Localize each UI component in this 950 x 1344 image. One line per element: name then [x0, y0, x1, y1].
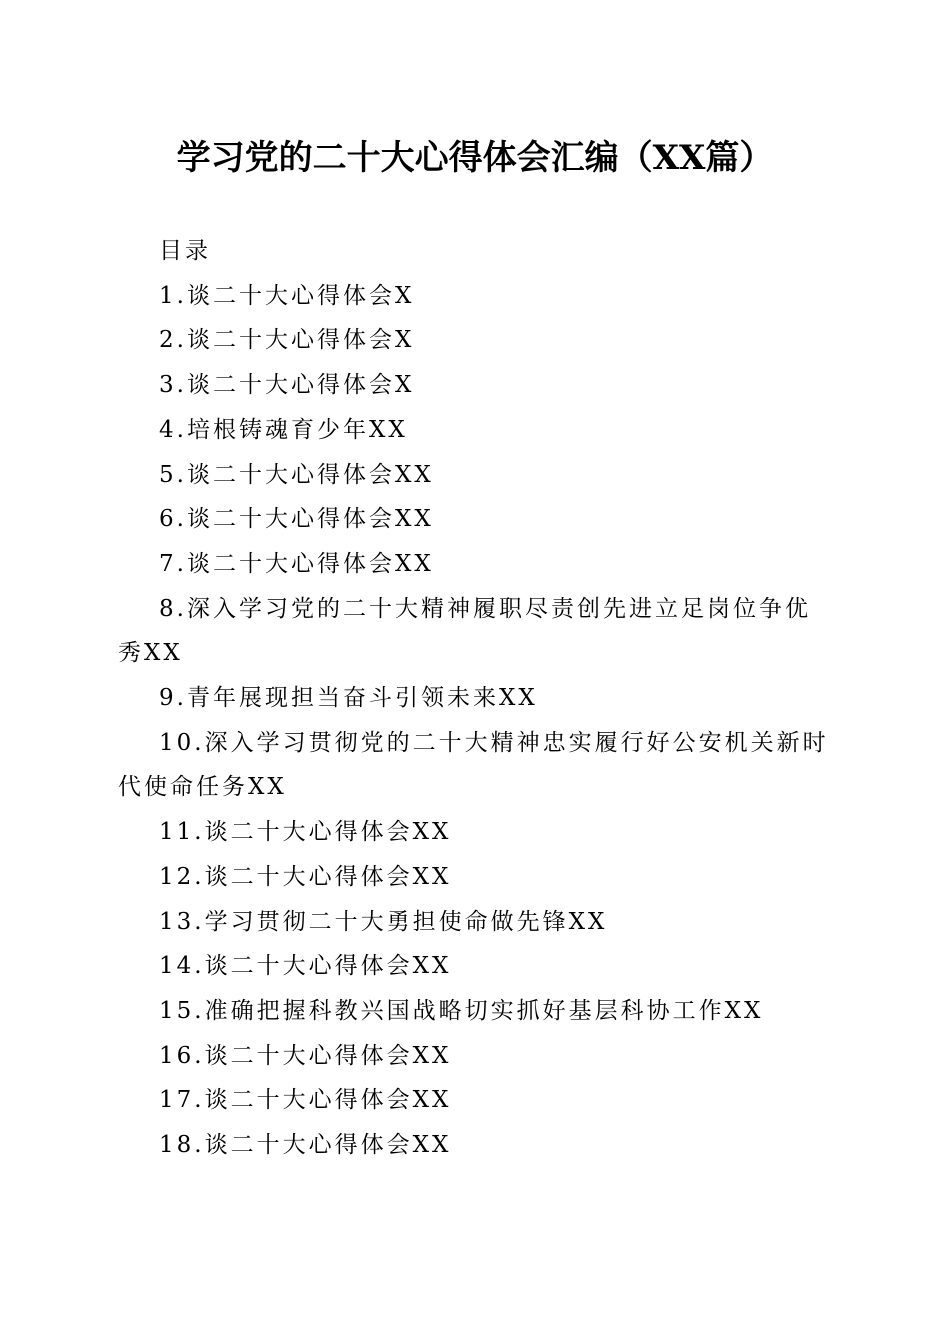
toc-item-text: 谈二十大心得体会XX	[204, 1087, 452, 1114]
toc-item-number: 1.	[159, 282, 187, 309]
toc-item	[118, 989, 830, 1034]
toc-item-number: 12.	[159, 863, 205, 890]
toc-item-number: 6.	[159, 506, 187, 533]
toc-item	[118, 1123, 830, 1168]
toc-item-text: 谈二十大心得体会XX	[186, 506, 434, 533]
toc-item	[118, 408, 830, 453]
toc-item	[118, 497, 830, 542]
toc-item	[118, 1078, 830, 1123]
toc-item-number: 17.	[159, 1087, 205, 1114]
toc-item-number: 13.	[159, 908, 205, 935]
toc-item	[118, 676, 830, 721]
toc-item-text: 谈二十大心得体会XX	[186, 550, 434, 577]
document-title: 学习党的二十大心得体会汇编（XX篇）	[176, 138, 774, 178]
toc-item-number: 9.	[159, 685, 187, 712]
toc-item-text: 准确把握科教兴国战略切实抓好基层科协工作XX	[204, 997, 764, 1024]
toc-item-text: 深入学习贯彻党的二十大精神忠实履行好公安机关新时代使命任务XX	[118, 729, 829, 801]
toc-item-text: 培根铸魂育少年XX	[186, 416, 408, 443]
toc-item-text: 青年展现担当奋斗引领未来XX	[186, 685, 538, 712]
table-of-contents	[118, 229, 830, 1168]
toc-item-text: 谈二十大心得体会XX	[186, 461, 434, 488]
toc-item-text: 谈二十大心得体会X	[186, 372, 415, 399]
toc-heading: 目录	[159, 238, 211, 264]
toc-item-text: 谈二十大心得体会XX	[204, 1042, 452, 1069]
toc-item-number: 4.	[159, 416, 187, 443]
toc-item-number: 10.	[159, 729, 205, 756]
toc-item	[118, 453, 830, 498]
toc-item	[118, 944, 830, 989]
toc-item-text: 谈二十大心得体会XX	[204, 953, 452, 980]
toc-item-text: 谈二十大心得体会XX	[204, 819, 452, 846]
toc-item	[118, 721, 830, 810]
toc-item	[118, 274, 830, 319]
toc-item	[118, 855, 830, 900]
toc-item-text: 学习贯彻二十大勇担使命做先锋XX	[204, 908, 608, 935]
toc-item-text: 谈二十大心得体会X	[186, 282, 415, 309]
toc-item-number: 8.	[159, 595, 187, 622]
toc-item-number: 3.	[159, 372, 187, 399]
toc-item	[118, 363, 830, 408]
toc-item-text: 谈二十大心得体会XX	[204, 1132, 452, 1159]
toc-list	[118, 274, 830, 1168]
toc-item	[118, 318, 830, 363]
toc-item	[118, 810, 830, 855]
toc-item-number: 18.	[159, 1132, 205, 1159]
toc-item-number: 15.	[159, 997, 205, 1024]
toc-item-text: 深入学习党的二十大精神履职尽责创先进立足岗位争优秀XX	[118, 595, 811, 667]
toc-item-number: 5.	[159, 461, 187, 488]
toc-item-number: 2.	[159, 327, 187, 354]
toc-item	[118, 587, 830, 676]
toc-item-number: 11.	[159, 819, 205, 846]
toc-item-number: 16.	[159, 1042, 205, 1069]
toc-item	[118, 900, 830, 945]
toc-item-text: 谈二十大心得体会XX	[204, 863, 452, 890]
toc-item-text: 谈二十大心得体会X	[186, 327, 415, 354]
toc-item	[118, 542, 830, 587]
toc-item	[118, 1034, 830, 1079]
toc-item-number: 14.	[159, 953, 205, 980]
toc-item-number: 7.	[159, 550, 187, 577]
